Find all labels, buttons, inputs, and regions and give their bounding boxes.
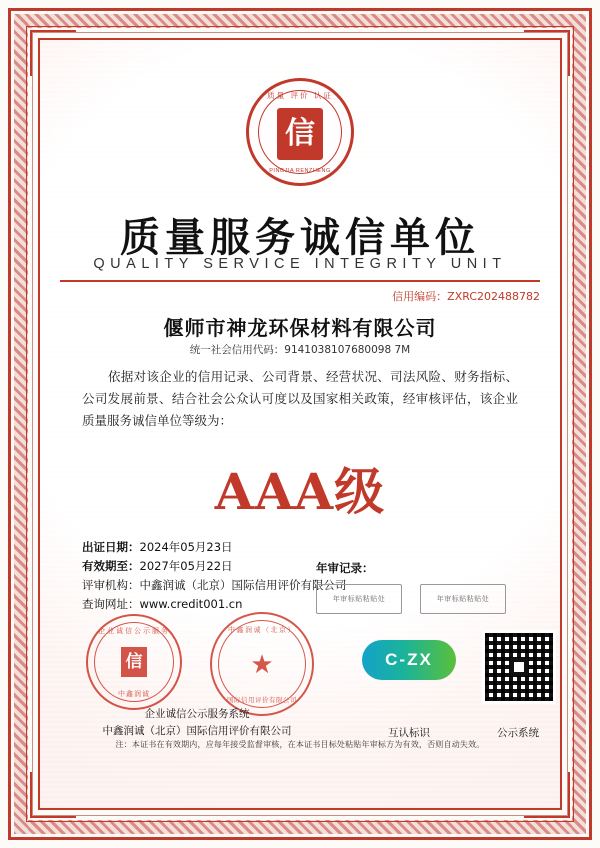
page-title: 质量服务诚信单位 bbox=[120, 215, 480, 261]
annual-review-title: 年审记录： bbox=[316, 561, 374, 575]
emblem-bottom-text: PINGJIA RENZHENG bbox=[269, 168, 331, 174]
issuing-organization-caption bbox=[72, 706, 322, 740]
star-icon: ★ bbox=[250, 649, 274, 679]
emblem-center-glyph: 信 bbox=[277, 108, 323, 160]
seal-right-bottom-text: 国际信用评价有限公司 bbox=[227, 696, 297, 704]
assessor-value: 中鑫润诚（北京）国际信用评价有限公司 bbox=[139, 578, 347, 592]
usci-label: 统一社会信用代码： bbox=[189, 344, 285, 356]
assessor-row bbox=[82, 576, 347, 595]
seal-left-top-text: 企业诚信公示服务 bbox=[98, 627, 170, 635]
footer-note: 注：本证书在有效期内，应每年接受监督审核，在本证书目标处粘贴年审标方为有效，否则自动失效。 bbox=[115, 740, 485, 749]
seal-left-bottom-text: 中鑫润诚 bbox=[118, 690, 150, 698]
seal-right-top-text: 中鑫润诚（北京） bbox=[228, 626, 296, 634]
footer-stamps-area bbox=[62, 612, 538, 762]
website-label: 查询网址： bbox=[82, 597, 140, 611]
annual-review-boxes bbox=[316, 584, 526, 614]
assessor-label: 评审机构： bbox=[82, 578, 140, 592]
qr-code-icon[interactable] bbox=[482, 630, 556, 704]
certificate-number-label: 信用编码： bbox=[392, 290, 448, 303]
company-seal-right-icon bbox=[210, 612, 314, 716]
company-name: 偃师市神龙环保材料有限公司 bbox=[163, 316, 437, 340]
mutual-recognition-caption: 互认标识 bbox=[388, 727, 430, 739]
footer-captions bbox=[62, 706, 538, 740]
website-value[interactable]: www.credit001.cn bbox=[139, 597, 243, 611]
mutual-recognition-logo: C-ZX bbox=[362, 640, 456, 680]
issue-date-value: 2024年05月23日 bbox=[139, 540, 233, 554]
certificate-number bbox=[392, 288, 540, 304]
grade-rating: AAA级 bbox=[214, 462, 386, 521]
emblem-top-text: 质量 评价 认证 bbox=[267, 91, 333, 100]
certificate-number-value: ZXRC202488782 bbox=[447, 290, 540, 303]
unified-social-credit-code bbox=[48, 342, 552, 357]
issuing-organization-line2: 中鑫润诚（北京）国际信用评价有限公司 bbox=[102, 725, 292, 737]
issuing-organization-line1: 企业诚信公示服务系统 bbox=[144, 708, 250, 720]
annual-review-section bbox=[316, 560, 526, 614]
annual-review-box: 年审标贴粘贴处 bbox=[316, 584, 402, 614]
valid-until-row bbox=[82, 557, 347, 576]
seal-left-center-glyph: 信 bbox=[121, 647, 147, 677]
page-subtitle-english: QUALITY SERVICE INTEGRITY UNIT bbox=[93, 256, 507, 272]
issue-date-row bbox=[82, 538, 347, 557]
certification-emblem-icon bbox=[246, 78, 354, 186]
certificate-details bbox=[82, 538, 347, 614]
usci-value: 9141038107680098 7M bbox=[284, 344, 411, 356]
certificate-content bbox=[48, 48, 552, 800]
valid-until-value: 2027年05月22日 bbox=[139, 559, 233, 573]
annual-review-box: 年审标贴粘贴处 bbox=[420, 584, 506, 614]
title-divider bbox=[60, 280, 540, 282]
issue-date-label: 出证日期： bbox=[82, 540, 140, 554]
certificate-body-text: 依据对该企业的信用记录、公司背景、经营状况、司法风险、财务指标、公司发展前景、结合社会公众认可度以及国家相关政策，经审核评估，该企业质量服务诚信单位等级为： bbox=[82, 369, 518, 428]
company-seal-left-icon bbox=[86, 614, 182, 710]
valid-until-label: 有效期至： bbox=[82, 559, 140, 573]
public-system-caption: 公示系统 bbox=[497, 727, 539, 739]
